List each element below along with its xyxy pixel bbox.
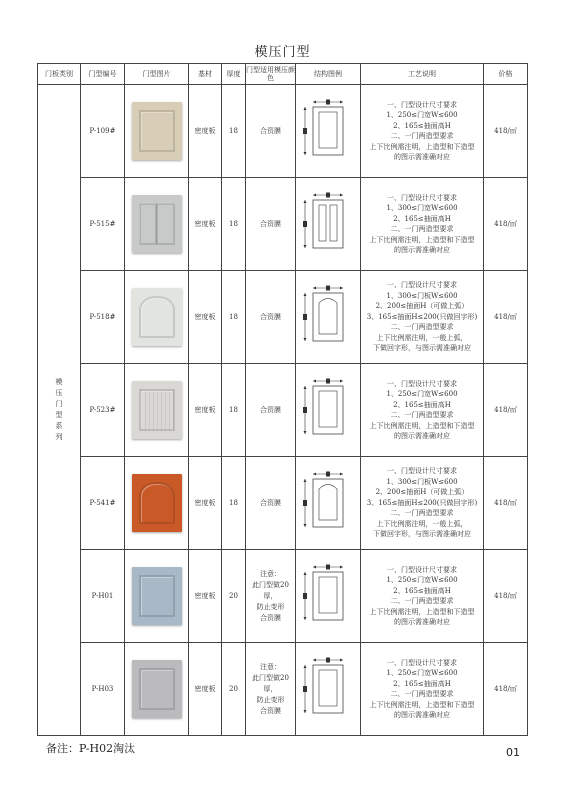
color-note: 注意： 此门型做20厚， 防止变形 合资膜 [246, 550, 296, 643]
structure-cell [296, 271, 361, 364]
door-image-cell [125, 178, 189, 271]
header-price: 价格 [484, 64, 528, 85]
header-material: 基材 [189, 64, 222, 85]
material: 密度板 [189, 271, 222, 364]
header-code: 门型编号 [81, 64, 125, 85]
structure-diagram [297, 99, 359, 163]
page-number: 01 [506, 746, 520, 759]
door-code: P-H03 [81, 643, 125, 736]
color-note: 合资膜 [246, 85, 296, 178]
structure-diagram [297, 192, 359, 256]
structure-diagram [297, 471, 359, 535]
process-notes: 一、门型设计尺寸要求 1、250≤门宽W≤600 2、165≤抽面高H 二、一门两造型要求 上下比例需注明，上造型和下造型 的图示需准确对应 [361, 364, 484, 457]
thickness: 18 [222, 271, 246, 364]
table-row [38, 364, 528, 457]
structure-cell [296, 364, 361, 457]
structure-cell [296, 643, 361, 736]
color-note: 合资膜 [246, 271, 296, 364]
door-code: P-H01 [81, 550, 125, 643]
header-image: 门型图片 [125, 64, 189, 85]
material: 密度板 [189, 178, 222, 271]
thickness: 18 [222, 178, 246, 271]
color-note: 合资膜 [246, 178, 296, 271]
structure-cell [296, 457, 361, 550]
material: 密度板 [189, 550, 222, 643]
table-row [38, 178, 528, 271]
process-notes: 一、门型设计尺寸要求 1、300≤门板W≤600 2、200≤抽面H（可做上弧） 3、165≤抽面H≤200(只做回字形) 二、一门两造型要求 上下比例需注明，一般上弧， 下做回字形，与图示需准确对应 [361, 457, 484, 550]
page-title: 模压门型 [254, 45, 311, 60]
process-notes: 一、门型设计尺寸要求 1、300≤门板W≤600 2、200≤抽面H（可做上弧） 3、165≤抽面H≤200(只做回字形) 二、一门两造型要求 上下比例需注明，一般上弧， 下做回字形，与图示需准确对应 [361, 271, 484, 364]
thickness: 18 [222, 85, 246, 178]
thickness: 20 [222, 643, 246, 736]
table-row [38, 271, 528, 364]
header-structure: 结构图例 [296, 64, 361, 85]
structure-diagram [297, 285, 359, 349]
structure-diagram [297, 657, 359, 721]
header-process: 工艺说明 [361, 64, 484, 85]
door-photo [132, 474, 182, 532]
door-photo [132, 660, 182, 718]
table-row [38, 550, 528, 643]
table-row [38, 457, 528, 550]
price: 418/㎡ [484, 457, 528, 550]
door-code: P-541# [81, 457, 125, 550]
door-photo [132, 102, 182, 160]
header-thickness: 厚度 [222, 64, 246, 85]
price: 418/㎡ [484, 643, 528, 736]
material: 密度板 [189, 364, 222, 457]
color-note: 合资膜 [246, 364, 296, 457]
material: 密度板 [189, 457, 222, 550]
process-notes: 一、门型设计尺寸要求 1、300≤门宽W≤600 2、165≤抽面高H 二、一门两造型要求 上下比例需注明，上造型和下造型 的图示需准确对应 [361, 178, 484, 271]
door-image-cell [125, 550, 189, 643]
door-code: P-515# [81, 178, 125, 271]
process-notes: 一、门型设计尺寸要求 1、250≤门宽W≤600 2、165≤抽面高H 二、一门两造型要求 上下比例需注明，上造型和下造型 的图示需准确对应 [361, 550, 484, 643]
thickness: 20 [222, 550, 246, 643]
material: 密度板 [189, 643, 222, 736]
door-image-cell [125, 271, 189, 364]
door-photo [132, 567, 182, 625]
door-photo [132, 288, 182, 346]
door-image-cell [125, 643, 189, 736]
structure-cell [296, 550, 361, 643]
material: 密度板 [189, 85, 222, 178]
door-image-cell [125, 85, 189, 178]
structure-diagram [297, 564, 359, 628]
door-code: P-523# [81, 364, 125, 457]
color-note: 注意： 此门型做20厚， 防止变形 合资膜 [246, 643, 296, 736]
door-code: P-518# [81, 271, 125, 364]
door-photo [132, 195, 182, 253]
price: 418/㎡ [484, 85, 528, 178]
price: 418/㎡ [484, 364, 528, 457]
table-header-row [38, 64, 528, 85]
series-label: 模 压 门 型 系 列 [38, 85, 81, 736]
header-color: 门型适用模压颜色 [246, 64, 296, 85]
structure-cell [296, 85, 361, 178]
thickness: 18 [222, 457, 246, 550]
price: 418/㎡ [484, 550, 528, 643]
door-image-cell [125, 364, 189, 457]
thickness: 18 [222, 364, 246, 457]
remark-note: 备注：P-H02淘汰 [46, 742, 136, 755]
price: 418/㎡ [484, 178, 528, 271]
process-notes: 一、门型设计尺寸要求 1、250≤门宽W≤600 2、165≤抽面高H 二、一门两造型要求 上下比例需注明，上造型和下造型 的图示需准确对应 [361, 643, 484, 736]
price: 418/㎡ [484, 271, 528, 364]
structure-cell [296, 178, 361, 271]
process-notes: 一、门型设计尺寸要求 1、250≤门宽W≤600 2、165≤抽面高H 二、一门两造型要求 上下比例需注明，上造型和下造型 的图示需准确对应 [361, 85, 484, 178]
door-photo [132, 381, 182, 439]
structure-diagram [297, 378, 359, 442]
header-category: 门板类别 [38, 64, 81, 85]
table-row [38, 85, 528, 178]
door-code: P-109# [81, 85, 125, 178]
door-catalog-table [37, 63, 528, 736]
door-image-cell [125, 457, 189, 550]
table-row [38, 643, 528, 736]
color-note: 合资膜 [246, 457, 296, 550]
